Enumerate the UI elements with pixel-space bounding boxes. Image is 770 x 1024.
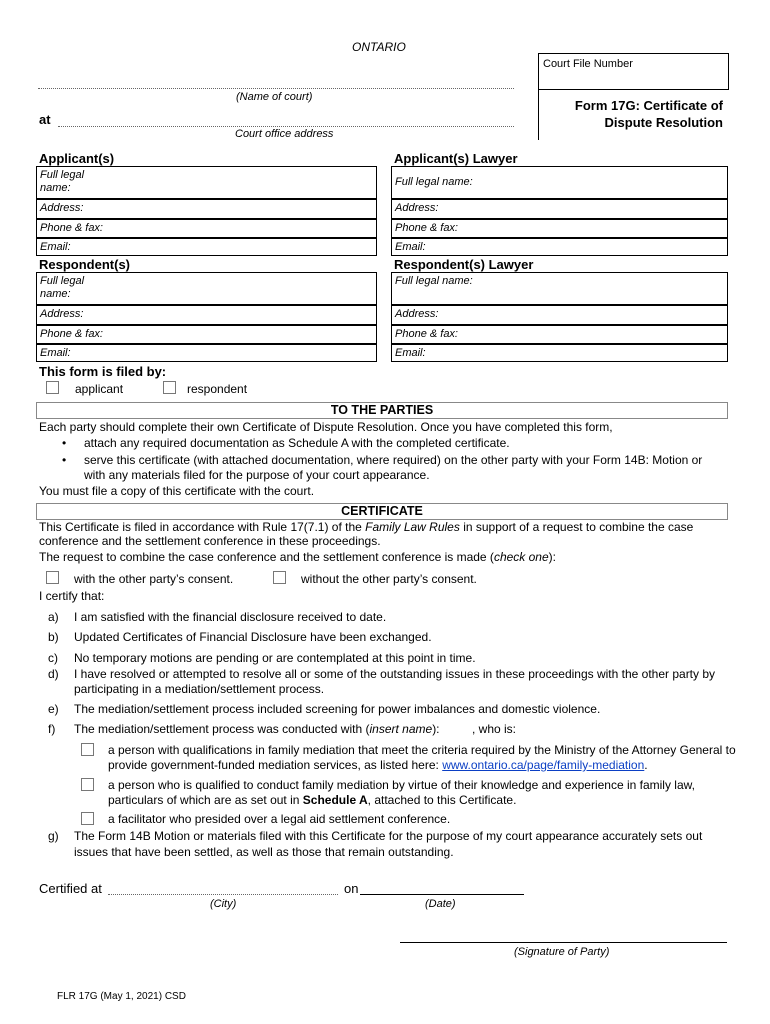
province-heading: ONTARIO [352, 40, 406, 54]
f-option-1-line-1: a person with qualifications in family mediation that meet the criteria required by the Ministry of the Attorney General to [108, 743, 736, 757]
court-office-address-field[interactable] [58, 126, 514, 127]
name-of-court-label: (Name of court) [236, 91, 313, 103]
item-d-text-2: participating in a mediation/settlement process. [74, 682, 325, 696]
form-title-line1: Form 17G: Certificate of [574, 98, 723, 113]
to-parties-bullet-2-line-1: serve this certificate (with attached documentation, where required) on the other party with your Form 14B: Motion or [84, 453, 703, 467]
applicant-lawyer-name-field[interactable]: Full legal name: [391, 166, 728, 199]
respondent-full-name-field[interactable] [36, 272, 377, 305]
filed-by-respondent-checkbox[interactable] [163, 381, 176, 394]
item-f-letter: f) [48, 722, 56, 736]
applicant-lawyer-phone-field[interactable]: Phone & fax: [391, 219, 728, 238]
request-text-a: The request to combine the case conference and the settlement conference is made ( [39, 550, 494, 564]
date-label: (Date) [425, 898, 456, 910]
item-c-letter: c) [48, 651, 58, 665]
respondent-lawyer-email-field[interactable]: Email: [391, 344, 728, 362]
date-field[interactable] [360, 894, 524, 895]
to-parties-closing: You must file a copy of this certificate with the court. [39, 484, 315, 498]
respondent-full-name-label-2: name: [40, 288, 71, 300]
applicant-full-name-field[interactable] [36, 166, 377, 199]
on-label: on [344, 881, 359, 896]
request-text-b: ): [548, 550, 556, 564]
f-option-3: a facilitator who presided over a legal aid settlement conference. [108, 812, 451, 826]
to-parties-bullet-1: attach any required documentation as Schedule A with the completed certificate. [84, 436, 510, 450]
court-file-number-label: Court File Number [543, 58, 633, 70]
rule-text-a: This Certificate is filed in accordance with Rule 17(7.1) of the [39, 520, 366, 534]
form-title [545, 97, 723, 131]
respondents-label: Respondent(s) [39, 257, 130, 272]
applicant-full-name-label-2: name: [40, 182, 71, 194]
respondent-lawyer-phone-field[interactable]: Phone & fax: [391, 325, 728, 344]
f-option-2-text-a: particulars of which are as set out in [108, 793, 303, 807]
item-g-text-1: The Form 14B Motion or materials filed with this Certificate for the purpose of my court appearance accurately sets out [74, 829, 703, 843]
form-title-line2: Dispute Resolution [604, 115, 723, 130]
item-c-text: No temporary motions are pending or are contemplated at this point in time. [74, 651, 476, 665]
city-field[interactable] [108, 894, 338, 895]
qualified-mediator-checkbox[interactable] [81, 743, 94, 756]
mediator-name-field[interactable] [412, 722, 472, 737]
item-f-text-b: ): [432, 722, 440, 736]
court-office-address-label: Court office address [235, 128, 334, 140]
respondent-lawyer-label: Respondent(s) Lawyer [394, 257, 534, 272]
certificate-heading: CERTIFICATE [36, 503, 728, 520]
filed-by-respondent-label: respondent [187, 382, 248, 396]
applicant-address-field[interactable]: Address: [36, 199, 377, 219]
f-option-1-line-2-text: provide government-funded mediation services, as listed here: [108, 758, 443, 772]
filed-by-applicant-label: applicant [75, 382, 124, 396]
f-option-1-line-2 [108, 758, 648, 773]
respondent-lawyer-name-field[interactable]: Full legal name: [391, 272, 728, 305]
footer-form-code: FLR 17G (May 1, 2021) CSD [57, 991, 186, 1002]
item-a-letter: a) [48, 610, 59, 624]
item-f-text-a: The mediation/settlement process was conducted with ( [74, 722, 370, 736]
respondent-lawyer-address-field[interactable]: Address: [391, 305, 728, 325]
certified-at-label: Certified at [39, 881, 102, 896]
applicant-full-name-label-1: Full legal [40, 169, 85, 181]
court-file-number-box[interactable] [538, 53, 729, 90]
family-law-rules-text: Family Law Rules [365, 520, 460, 534]
filed-by-applicant-checkbox[interactable] [46, 381, 59, 394]
item-b-letter: b) [48, 630, 59, 644]
at-label: at [39, 112, 51, 127]
item-g-text-2: issues that have been settled, as well as those that remain outstanding. [74, 845, 454, 859]
item-e-letter: e) [48, 702, 59, 716]
to-parties-bullet-2-line-2: with any materials filed for the purpose of your court appearance. [84, 468, 430, 482]
respondent-full-name-label-1: Full legal [40, 275, 85, 287]
header-divider [538, 88, 539, 140]
applicants-label: Applicant(s) [39, 151, 115, 166]
item-d-text-1: I have resolved or attempted to resolve all or some of the outstanding issues in these proceedings with the other party by [74, 667, 716, 681]
item-b-text: Updated Certificates of Financial Disclosure have been exchanged. [74, 630, 432, 644]
bullet-icon: • [62, 436, 67, 450]
item-a-text: I am satisfied with the financial disclosure received to date. [74, 610, 387, 624]
filed-by-label: This form is filed by: [39, 364, 167, 379]
f-option-1-end: . [644, 758, 648, 772]
respondent-email-field[interactable]: Email: [36, 344, 377, 362]
consent-with-checkbox[interactable] [46, 571, 59, 584]
consent-without-checkbox[interactable] [273, 571, 286, 584]
item-f-text [74, 722, 440, 737]
consent-without-label: without the other party’s consent. [301, 572, 477, 586]
bullet-icon: • [62, 453, 67, 467]
certificate-rule-line-2: conference and the settlement conference in these proceedings. [39, 534, 381, 548]
f-option-2-text-c: , attached to this Certificate. [367, 793, 517, 807]
rule-text-b: in support of a request to combine the case [459, 520, 694, 534]
certificate-rule-line-1 [39, 520, 693, 535]
f-option-2-line-1: a person who is qualified to conduct family mediation by virtue of their knowledge and experience in family law, [108, 778, 695, 792]
applicant-lawyer-label: Applicant(s) Lawyer [394, 151, 518, 166]
applicant-lawyer-email-field[interactable]: Email: [391, 238, 728, 256]
schedule-a-text: Schedule A [302, 793, 368, 807]
consent-with-label: with the other party’s consent. [74, 572, 234, 586]
certificate-request [39, 550, 556, 565]
to-parties-intro: Each party should complete their own Certificate of Dispute Resolution. Once you have completed this form, [39, 420, 613, 434]
city-label: (City) [210, 898, 237, 910]
signature-label: (Signature of Party) [514, 946, 610, 958]
item-e-text: The mediation/settlement process included screening for power imbalances and domestic violence. [74, 702, 601, 716]
experienced-person-checkbox[interactable] [81, 778, 94, 791]
signature-field[interactable] [400, 942, 727, 943]
to-the-parties-heading: TO THE PARTIES [36, 402, 728, 419]
insert-name-text: insert name [369, 722, 433, 736]
f-option-2-line-2 [108, 793, 516, 808]
applicant-phone-field[interactable]: Phone & fax: [36, 219, 377, 238]
name-of-court-field[interactable] [38, 88, 514, 89]
certify-label: I certify that: [39, 589, 105, 603]
applicant-lawyer-address-field[interactable]: Address: [391, 199, 728, 219]
facilitator-checkbox[interactable] [81, 812, 94, 825]
respondent-address-field[interactable]: Address: [36, 305, 377, 325]
respondent-phone-field[interactable]: Phone & fax: [36, 325, 377, 344]
family-mediation-link[interactable]: www.ontario.ca/page/family-mediation [442, 758, 645, 772]
item-d-letter: d) [48, 667, 59, 681]
applicant-email-field[interactable]: Email: [36, 238, 377, 256]
item-g-letter: g) [48, 829, 59, 843]
check-one-text: check one [493, 550, 549, 564]
item-f-who-is: , who is: [472, 722, 517, 736]
